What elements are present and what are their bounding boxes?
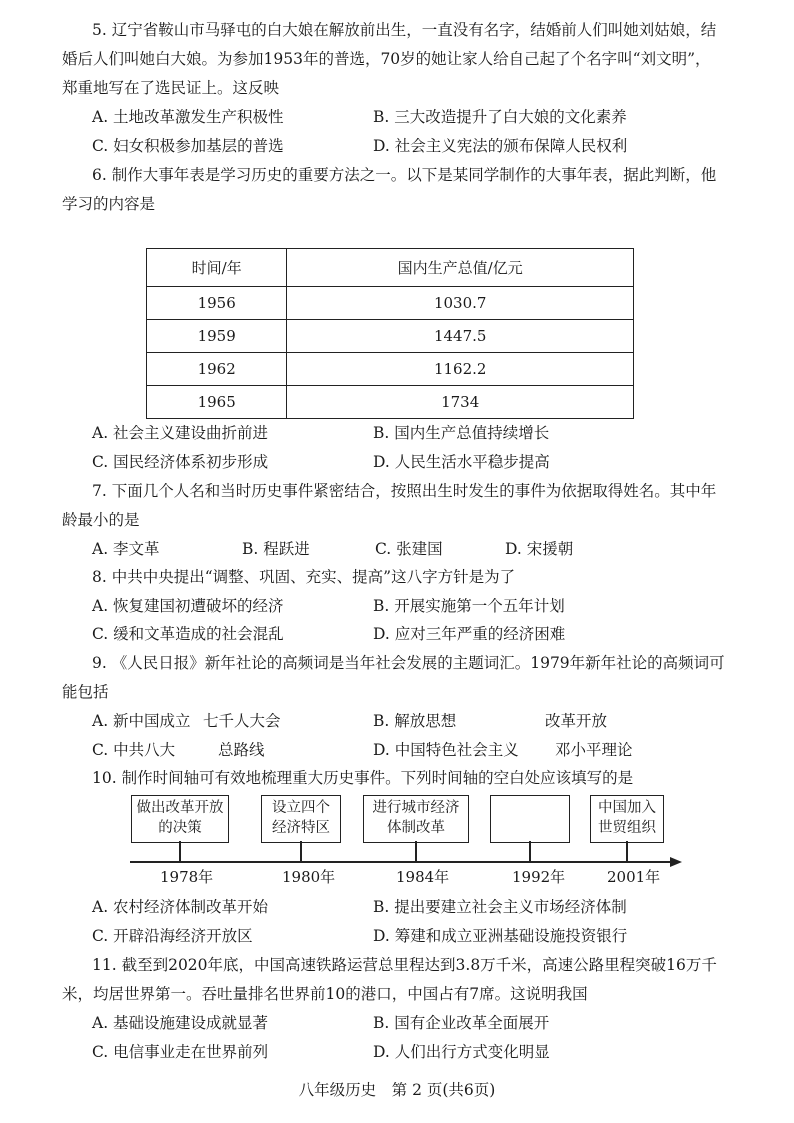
timeline-year-2001: 2001年 (607, 868, 661, 886)
q10-option-d: D. 筹建和成立亚洲基础设施投资银行 (373, 927, 628, 945)
table-cell: 1962 (147, 353, 287, 386)
timeline-box-text: 进行城市经济 (372, 800, 460, 816)
q7-option-a: A. 李文革 (92, 540, 160, 558)
q9-option-d-term1: D. 中国特色社会主义 (373, 741, 519, 759)
q8-option-a: A. 恢复建国初遭破坏的经济 (92, 597, 284, 615)
table-row (147, 287, 634, 320)
timeline-stem (300, 841, 302, 861)
timeline-box-text: 设立四个 (272, 800, 330, 816)
table-cell: 1447.5 (287, 320, 634, 353)
timeline-box-1978 (131, 795, 229, 843)
q6-option-d: D. 人民生活水平稳步提高 (373, 453, 550, 471)
q9-stem-line2: 能包括 (62, 683, 109, 701)
q11-option-c: C. 电信事业走在世界前列 (92, 1043, 269, 1061)
q9-stem-line1: 9. 《人民日报》新年社论的高频词是当年社会发展的主题词汇。1979年新年社论的高频词可 (92, 654, 725, 672)
table-row (147, 320, 634, 353)
q8-option-c: C. 缓和文革造成的社会混乱 (92, 625, 284, 643)
page-footer: 八年级历史 第 2 页(共6页) (298, 1081, 496, 1099)
q7-stem-line1: 7. 下面几个人名和当时历史事件紧密结合，按照出生时发生的事件为依据取得姓名。其中年 (92, 482, 717, 500)
q5-stem-line2: 婚后人们叫她白大娘。为参加1953年的普选，70岁的她让家人给自己起了个名字叫“刘文明”， (62, 50, 711, 68)
q9-option-d-term2: 邓小平理论 (555, 741, 633, 759)
q11-option-a: A. 基础设施建设成就显著 (92, 1014, 269, 1032)
q9-option-a-term2: 七千人大会 (203, 712, 281, 730)
table-cell: 1956 (147, 287, 287, 320)
q6-stem-line2: 学习的内容是 (62, 195, 156, 213)
timeline-box-text: 体制改革 (387, 820, 445, 836)
q8-option-b: B. 开展实施第一个五年计划 (373, 597, 565, 615)
table-header-row (147, 249, 634, 287)
timeline-axis (130, 861, 674, 863)
q6-option-b: B. 国内生产总值持续增长 (373, 424, 550, 442)
table-cell: 1162.2 (287, 353, 634, 386)
timeline-stem (626, 841, 628, 861)
timeline-stem (529, 841, 531, 861)
table-cell: 1734 (287, 386, 634, 419)
q7-stem-line2: 龄最小的是 (62, 511, 140, 529)
timeline-box-1984 (363, 795, 469, 843)
q6-option-c: C. 国民经济体系初步形成 (92, 453, 269, 471)
q10-option-c: C. 开辟沿海经济开放区 (92, 927, 253, 945)
timeline-stem (179, 841, 181, 861)
q11-option-b: B. 国有企业改革全面展开 (373, 1014, 550, 1032)
timeline-box-text: 经济特区 (272, 820, 330, 836)
table-header-year: 时间/年 (147, 249, 287, 287)
table-cell: 1959 (147, 320, 287, 353)
timeline-year-1978: 1978年 (160, 868, 214, 886)
q11-option-d: D. 人们出行方式变化明显 (373, 1043, 550, 1061)
q8-stem-line1: 8. 中共中央提出“调整、巩固、充实、提高”这八字方针是为了 (92, 568, 516, 586)
q5-option-a: A. 土地改革激发生产积极性 (92, 108, 284, 126)
q5-stem-line1: 5. 辽宁省鞍山市马驿屯的白大娘在解放前出生，一直没有名字，结婚前人们叫她刘姑娘，结 (92, 21, 717, 39)
q9-option-c-term2: 总路线 (218, 741, 265, 759)
q7-option-c: C. 张建国 (375, 540, 443, 558)
q7-option-d: D. 宋援朝 (505, 540, 574, 558)
timeline-year-1980: 1980年 (282, 868, 336, 886)
table-row (147, 386, 634, 419)
q5-stem-line3: 郑重地写在了选民证上。这反映 (62, 79, 280, 97)
q10-option-b: B. 提出要建立社会主义市场经济体制 (373, 898, 627, 916)
q7-option-b: B. 程跃进 (242, 540, 310, 558)
q5-option-b: B. 三大改造提升了白大娘的文化素养 (373, 108, 627, 126)
q10-option-a: A. 农村经济体制改革开始 (92, 898, 269, 916)
q10-stem-line1: 10. 制作时间轴可有效地梳理重大历史事件。下列时间轴的空白处应该填写的是 (92, 769, 634, 787)
table-cell: 1030.7 (287, 287, 634, 320)
q8-option-d: D. 应对三年严重的经济困难 (373, 625, 566, 643)
q9-option-a-term1: A. 新中国成立 (92, 712, 191, 730)
gdp-table (146, 248, 634, 419)
q9-option-b-term2: 改革开放 (545, 712, 608, 730)
timeline-box-text: 中国加入 (598, 800, 656, 816)
timeline-year-1984: 1984年 (396, 868, 450, 886)
q6-stem-line1: 6. 制作大事年表是学习历史的重要方法之一。以下是某同学制作的大事年表，据此判断，他 (92, 166, 717, 184)
q5-option-c: C. 妇女积极参加基层的普选 (92, 137, 284, 155)
table-header-gdp: 国内生产总值/亿元 (287, 249, 634, 287)
table-cell: 1965 (147, 386, 287, 419)
timeline-box-text: 世贸组织 (598, 820, 656, 836)
timeline-stem (415, 841, 417, 861)
timeline-year-1992: 1992年 (512, 868, 566, 886)
timeline-arrow-icon (670, 857, 682, 867)
timeline-box-text: 做出改革开放 (136, 800, 224, 816)
q9-option-c-term1: C. 中共八大 (92, 741, 176, 759)
q6-option-a: A. 社会主义建设曲折前进 (92, 424, 269, 442)
timeline-box-1980 (261, 795, 341, 843)
q9-option-b-term1: B. 解放思想 (373, 712, 457, 730)
timeline-box-2001 (590, 795, 664, 843)
q5-option-d: D. 社会主义宪法的颁布保障人民权利 (373, 137, 628, 155)
timeline-box-text: 的决策 (158, 820, 202, 836)
timeline-box-1992-blank (490, 795, 570, 843)
table-row (147, 353, 634, 386)
q11-stem-line1: 11. 截至到2020年底，中国高速铁路运营总里程达到3.8万千米，高速公路里程突破16万千 (92, 956, 717, 974)
q11-stem-line2: 米，均居世界第一。吞吐量排名世界前10的港口，中国占有7席。这说明我国 (62, 985, 588, 1003)
